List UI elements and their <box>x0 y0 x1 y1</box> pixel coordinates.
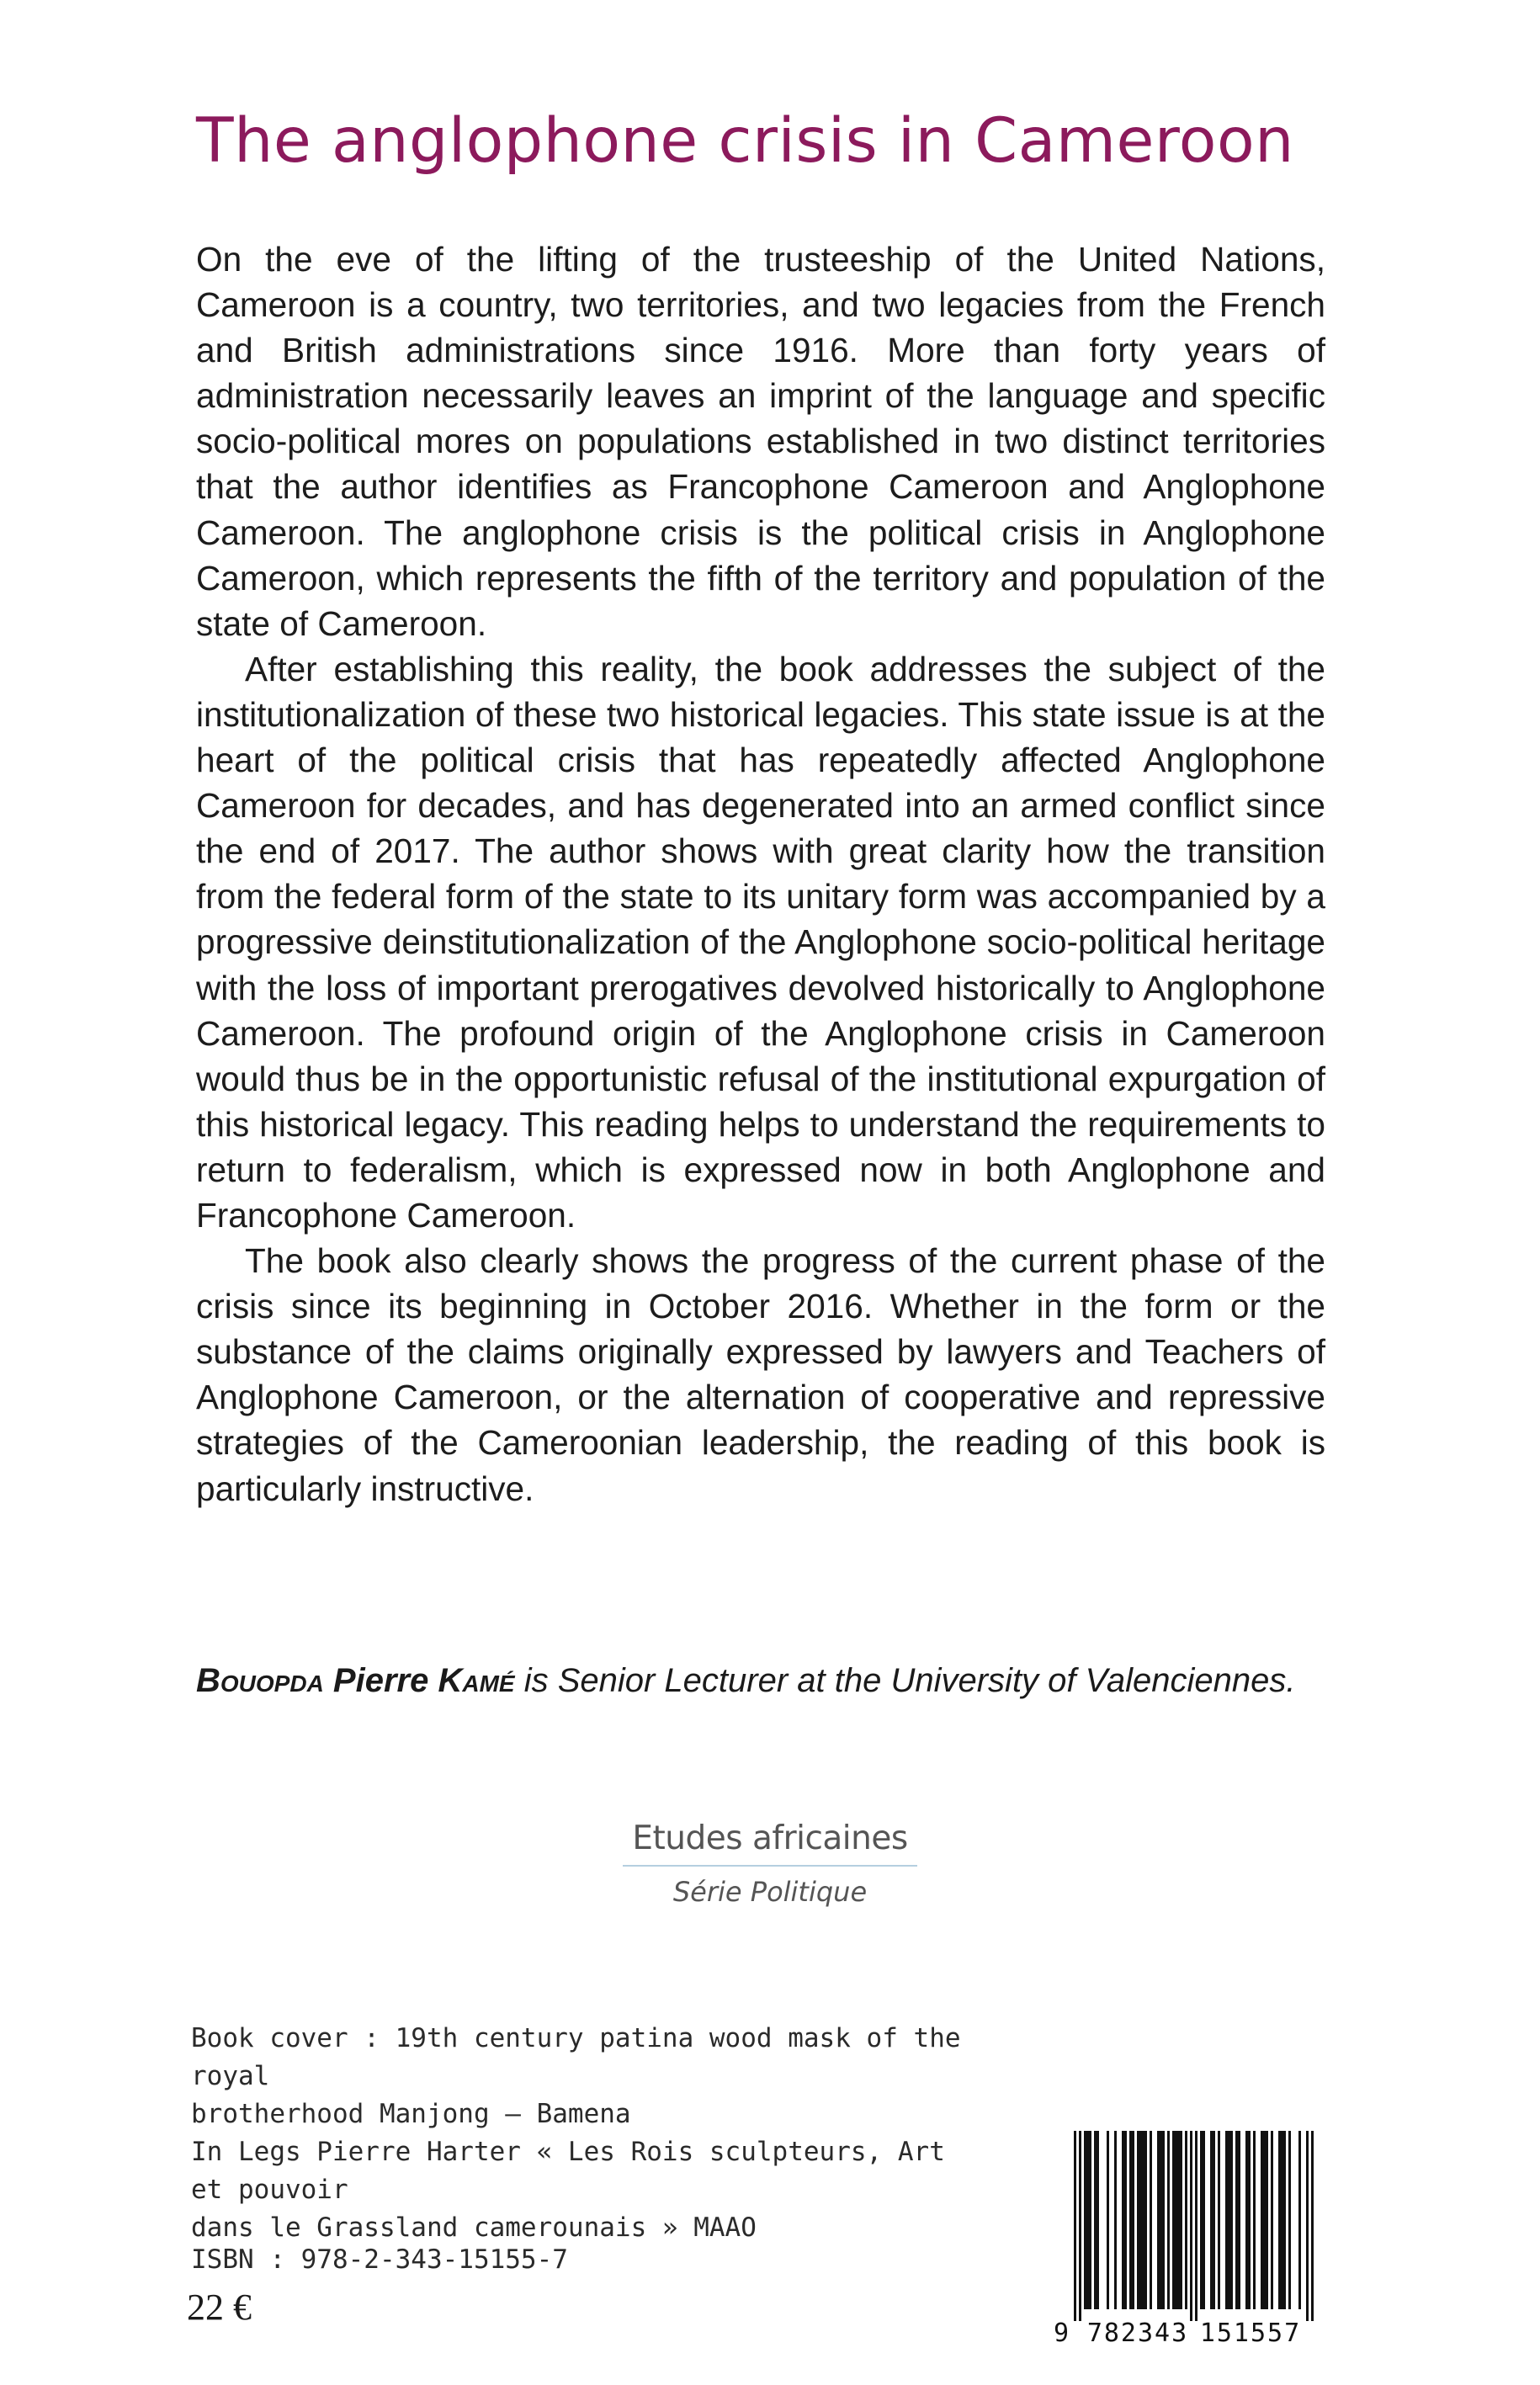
barcode-bar <box>1094 2131 1097 2309</box>
barcode-bar <box>1235 2131 1238 2309</box>
series-block <box>589 1818 951 1909</box>
barcode-bar <box>1261 2131 1263 2309</box>
barcode-bar <box>1167 2131 1170 2309</box>
barcode-bar <box>1190 2131 1192 2321</box>
barcode-bar <box>1298 2131 1301 2309</box>
barcode-bar <box>1177 2131 1180 2309</box>
barcode-bar <box>1172 2131 1175 2309</box>
barcode-bars <box>1074 2131 1314 2321</box>
barcode-bar <box>1278 2131 1281 2309</box>
barcode-first-digit: 9 <box>1054 2319 1070 2348</box>
barcode-bar <box>1253 2131 1256 2309</box>
series-divider <box>623 1865 917 1867</box>
series-subtitle: Série Politique <box>672 1876 868 1908</box>
barcode-bar <box>1097 2131 1099 2309</box>
barcode-bar <box>1311 2131 1314 2321</box>
barcode-bar <box>1210 2131 1213 2309</box>
credit-line: Book cover : 19th century patina wood mask of the royal <box>191 2023 961 2091</box>
barcode-bar <box>1266 2131 1268 2309</box>
barcode-bar <box>1175 2131 1177 2309</box>
barcode-bar <box>1195 2131 1197 2321</box>
series-name: Etudes africaines <box>632 1819 908 1857</box>
barcode-bar <box>1157 2131 1160 2309</box>
barcode-bar <box>1074 2131 1076 2321</box>
barcode-bar <box>1271 2131 1273 2309</box>
cover-credits <box>191 2020 965 2247</box>
barcode-bar <box>1079 2131 1081 2321</box>
barcode-bar <box>1162 2131 1165 2309</box>
barcode-bar <box>1225 2131 1228 2309</box>
barcode-bar <box>1230 2131 1233 2309</box>
barcode-bar <box>1129 2131 1132 2309</box>
barcode-bar <box>1086 2131 1089 2309</box>
isbn-barcode <box>1052 2129 1330 2348</box>
credit-line: dans le Grassland camerounais » MAAO <box>191 2212 757 2243</box>
barcode-right-digits: 151557 <box>1199 2319 1302 2348</box>
author-first-name: Bouopda <box>196 1662 324 1699</box>
barcode-bar <box>1150 2131 1152 2309</box>
price: 22 € <box>187 2287 252 2328</box>
barcode-bar <box>1200 2131 1203 2309</box>
summary-paragraph: The book also clearly shows the progress of the current phase of the crisis since its beginning in October 2016. Whether in the form or the substance of the claims originally expressed by lawyers and Teachers of Anglophone Cameroon, or the alternation of cooperative and repressive strategies of the Cameroonian leadership, the reading of this book is particularly instructive. <box>196 1241 1325 1508</box>
barcode-bar <box>1218 2131 1220 2309</box>
credit-line: brotherhood Manjong – Bamena <box>191 2099 631 2129</box>
barcode-bar <box>1132 2131 1134 2309</box>
author-middle-name: Pierre <box>332 1662 429 1699</box>
author-bio-text: is Senior Lecturer at the University of Valenciennes. <box>514 1662 1296 1699</box>
author-last-name: Kamé <box>438 1662 515 1699</box>
barcode-bar <box>1248 2131 1251 2309</box>
barcode-bar <box>1238 2131 1240 2309</box>
barcode-left-digits: 782343 <box>1086 2319 1189 2348</box>
barcode-bar <box>1114 2131 1117 2309</box>
summary-paragraph: After establishing this reality, the book addresses the subject of the institutionalization of these two historical legacies. This state issue is at the heart of the political crisis that has repeatedly affected Anglophone Cameroon for decades, and has degenerated into an armed conflict since the end of 2017. The author shows with great clarity how the transition from the federal form of the state to its unitary form was accompanied by a progressive deinstitutionalization of the Anglophone socio-political heritage with the loss of important prerogatives devolved historically to Anglophone Cameroon. The profound origin of the Anglophone crisis in Cameroon would thus be in the opportunistic refusal of the institutional expurgation of this historical legacy. This reading helps to understand the requirements to return to federalism, which is expressed now in both Anglophone and Francophone Cameroon. <box>196 649 1325 1235</box>
isbn: ISBN : 978-2-343-15155-7 <box>191 2244 568 2275</box>
barcode-bar <box>1084 2131 1086 2309</box>
barcode-bar <box>1288 2131 1291 2309</box>
barcode-bar <box>1228 2131 1230 2309</box>
barcode-bar <box>1185 2131 1187 2309</box>
barcode-bar <box>1124 2131 1127 2309</box>
barcode-bar <box>1281 2131 1283 2309</box>
barcode-bar <box>1089 2131 1091 2309</box>
barcode-bar <box>1142 2131 1144 2309</box>
barcode-bar <box>1180 2131 1182 2309</box>
book-title: The anglophone crisis in Cameroon <box>196 105 1294 177</box>
barcode-bar <box>1213 2131 1215 2309</box>
barcode-bar <box>1245 2131 1248 2309</box>
author-bio <box>196 1658 1374 1703</box>
barcode-bar <box>1107 2131 1109 2309</box>
summary-paragraph: On the eve of the lifting of the trusteeship of the United Nations, Cameroon is a country, two territories, and two legacies from the French and British administrations since 1916. More than forty years of administration necessarily leaves an imprint of the language and specific socio-political mores on populations established in two distinct territories that the author identifies as Francophone Cameroon and Anglophone Cameroon. The anglophone crisis is the political crisis in Anglophone Cameroon, which represents the fifth of the territory and population of the state of Cameroon. <box>196 240 1325 643</box>
barcode-bar <box>1203 2131 1205 2309</box>
barcode-bar <box>1122 2131 1124 2309</box>
barcode-bar <box>1283 2131 1286 2309</box>
barcode-bar <box>1160 2131 1162 2309</box>
back-cover-summary <box>196 236 1325 1511</box>
barcode-bar <box>1137 2131 1139 2309</box>
barcode-bar <box>1139 2131 1142 2309</box>
credit-line: In Legs Pierre Harter « Les Rois sculpteurs, Art et pouvoir <box>191 2137 945 2205</box>
barcode-bar <box>1144 2131 1147 2309</box>
barcode-bar <box>1306 2131 1309 2321</box>
barcode-bar <box>1263 2131 1266 2309</box>
